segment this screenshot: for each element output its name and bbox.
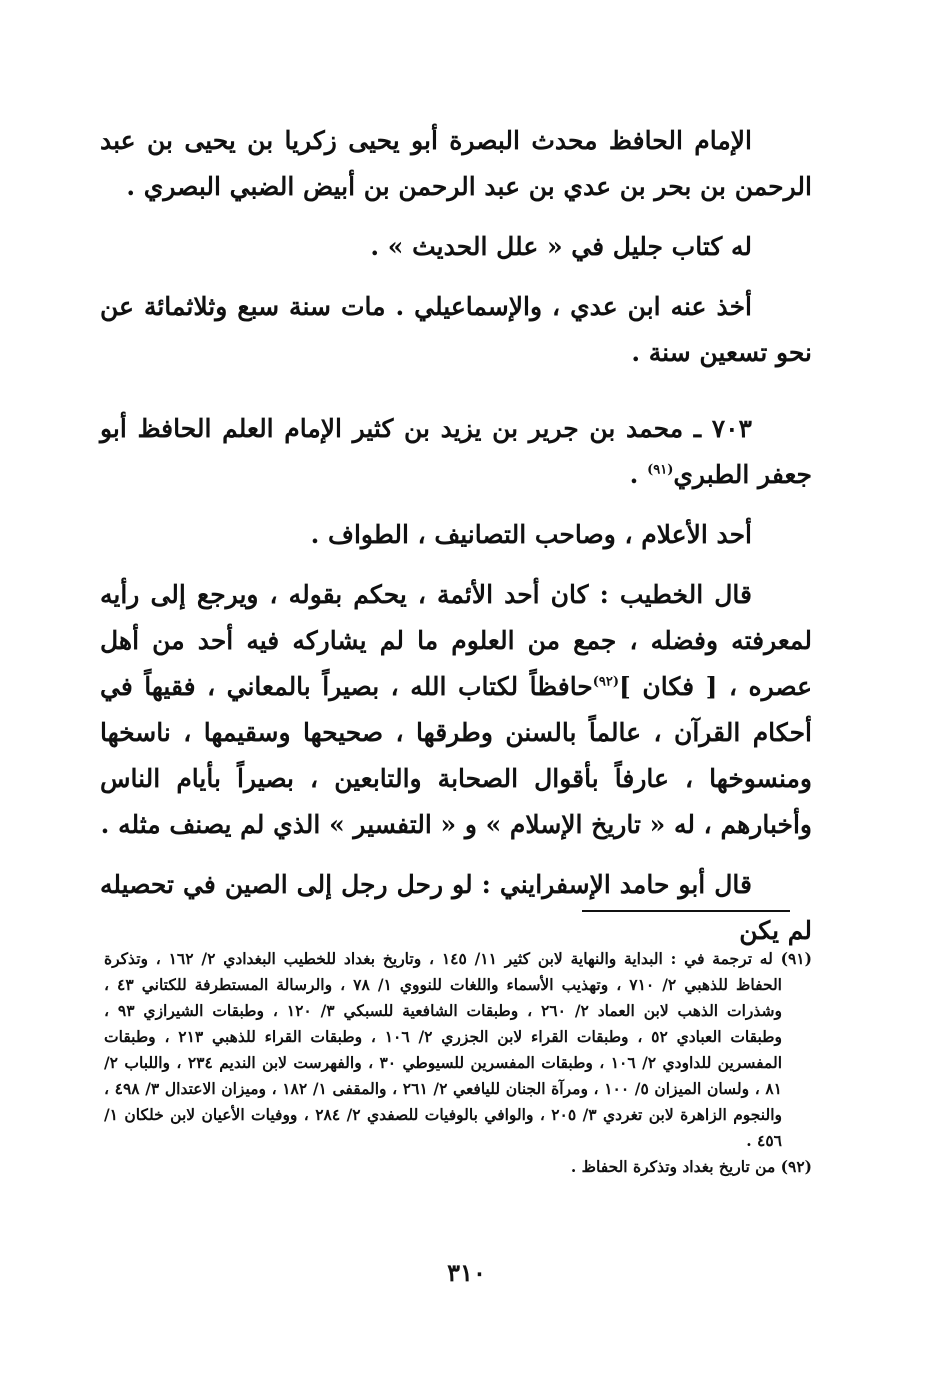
khatib-quote-part-b: حافظاً لكتاب الله ، بصيراً بالمعاني ، فقيهاً في أحكام القرآن ، عالماً بالسنن وطرقها ، صحيحها وسقيمها ، ناسخها ومنسوخها ، عارفاً بأقوال الصحابة والتابعين ، بصيراً بأيام الناس وأخبارهم ، له « تاريخ الإسلام » و « التفسير » الذي لم يصنف مثله . — [100, 672, 812, 839]
footnotes — [104, 946, 812, 1180]
footnote-ref-91: (٩١) — [647, 462, 674, 478]
page-number: ٣١٠ — [447, 1258, 486, 1287]
footnote-92: (٩٢) من تاريخ بغداد وتذكرة الحفاظ . — [570, 1157, 812, 1176]
main-text — [100, 118, 812, 954]
paragraph-description: أحد الأعلام ، وصاحب التصانيف ، الطواف . — [310, 520, 752, 549]
paragraph-book: له كتاب جليل في « علل الحديث » . — [370, 232, 752, 261]
footnote-91: (٩١) له ترجمة في : البداية والنهاية لابن كثير ١١/ ١٤٥ ، وتاريخ بغداد للخطيب البغدادي ٢/ ١٦٢ ، وتذكرة الحفاظ للذهبي ٢/ ٧١٠ ، وتهذيب الأسماء واللغات للنووي ١/ ٧٨ ، والرسالة المستطرفة للكتاني ٤٣ ، وشذرات الذهب لابن العماد ٢/ ٢٦٠ ، وطبقات الشافعية للسبكي ٣/ ١٢٠ ، وطبقات الشيرازي ٩٣ ، وطبقات العبادي ٥٢ ، وطبقات القراء لابن الجزري ٢/ ١٠٦ ، وطبقات القراء للذهبي ٢١٣ ، وطبقات المفسرين للداودي ٢/ ١٠٦ ، وطبقات المفسرين للسيوطي ٣٠ ، والفهرست لابن النديم ٢٣٤ ، واللباب ٢/ ٨١ ، ولسان الميزان ٥/ ١٠٠ ، ومرآة الجنان لليافعي ٢/ ٢٦١ ، والمقفى ١/ ١٨٢ ، وميزان الاعتدال ٣/ ٤٩٨ ، والنجوم الزاهرة لابن تغردي ٣/ ٢٠٥ ، والوافي بالوفيات للصفدي ٢/ ٢٨٤ ، ووفيات الأعيان لابن خلكان ١/ ٤٥٦ . — [104, 949, 812, 1150]
paragraph-isfarayini: قال أبو حامد الإسفرايني : لو رحل رجل إلى الصين في تحصيله لم يكن — [100, 870, 812, 945]
paragraph-zakariya: الإمام الحافظ محدث البصرة أبو يحيى زكريا بن يحيى بن عبد الرحمن بن بحر بن عدي بن عبد الرحمن بن أبيض الضبي البصري . — [100, 126, 812, 201]
entry-703-text: ٧٠٣ ـ محمد بن جرير بن يزيد بن كثير الإمام العلم الحافظ أبو جعفر الطبري — [100, 414, 812, 489]
entry-703-heading — [100, 406, 812, 498]
paragraph-khatib-quote — [100, 572, 812, 848]
paragraph-death: أخذ عنه ابن عدي ، والإسماعيلي . مات سنة سبع وثلاثمائة عن نحو تسعين سنة . — [100, 292, 812, 367]
khatib-quote-part-a: قال الخطيب : كان أحد الأئمة ، يحكم بقوله ، ويرجع إلى رأيه لمعرفته وفضله ، جمع من العلوم ما لم يشاركه فيه أحد من أهل عصره ، [ فكان ] — [100, 580, 812, 701]
footnote-ref-92: (٩٢) — [592, 674, 620, 690]
footnote-separator — [582, 910, 790, 912]
entry-703-end: . — [629, 460, 648, 489]
